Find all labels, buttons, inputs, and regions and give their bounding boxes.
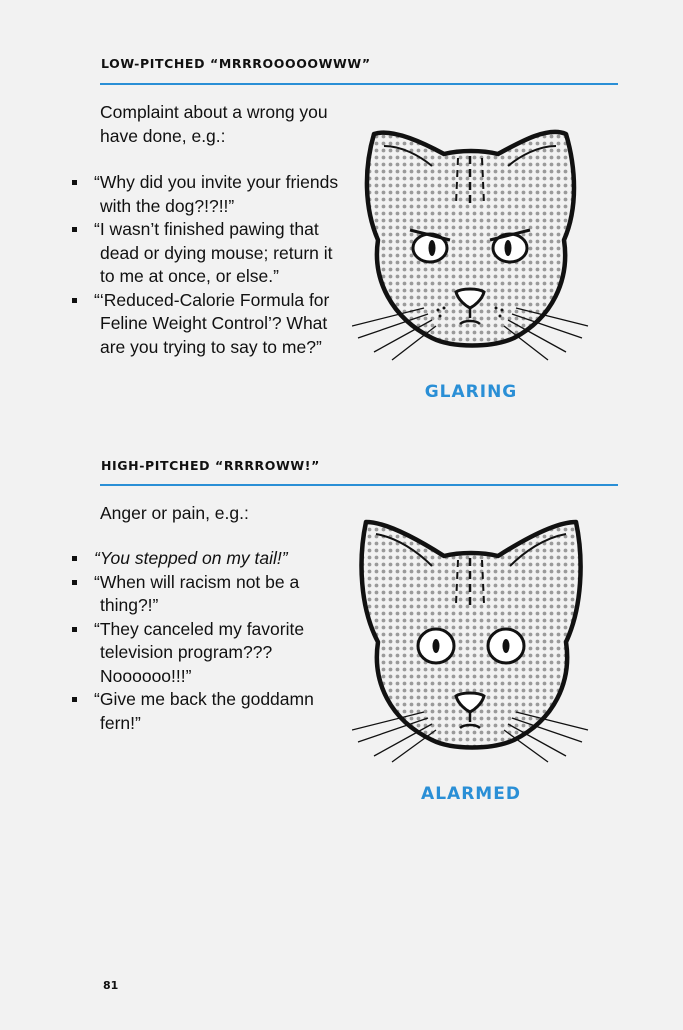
list-item: “‘Reduced-Calorie Formula for Feline Weight Control’? What are you trying to say to me?” [72, 289, 342, 360]
example-list [72, 171, 342, 359]
list-item: “I wasn’t finished pawing that dead or dying mouse; return it to me at once, or else.” [72, 218, 342, 289]
section-divider [100, 484, 618, 486]
section-divider [100, 83, 618, 85]
cat-expression-caption: GLARING [424, 382, 518, 402]
list-item: “Give me back the goddamn fern!” [72, 688, 342, 735]
cat-expression-caption: ALARMED [421, 784, 521, 804]
bullet-marker [72, 556, 77, 561]
section-heading-low-pitched: LOW-PITCHED “MRRROOOOOWWW” [101, 56, 371, 71]
list-item: “You stepped on my tail!” [72, 547, 342, 571]
page-number: 81 [103, 979, 119, 992]
list-item: “They canceled my favorite television program??? Noooooo!!!” [72, 618, 342, 689]
glaring-cat-face-icon [352, 112, 590, 364]
section-intro: Anger or pain, e.g.: [100, 503, 249, 523]
bullet-marker [72, 298, 77, 303]
example-list [72, 547, 342, 735]
list-item: “When will racism not be a thing?!” [72, 571, 342, 618]
bullet-marker [72, 180, 77, 185]
alarmed-cat-face-icon [352, 512, 590, 764]
bullet-marker [72, 227, 77, 232]
section-heading-high-pitched: HIGH-PITCHED “RRRROWW!” [101, 458, 320, 473]
bullet-marker [72, 697, 77, 702]
section-intro: Complaint about a wrong you have done, e.g.: [100, 102, 328, 146]
bullet-marker [72, 627, 77, 632]
list-item: “Why did you invite your friends with the dog?!?!!” [72, 171, 342, 218]
bullet-marker [72, 580, 77, 585]
